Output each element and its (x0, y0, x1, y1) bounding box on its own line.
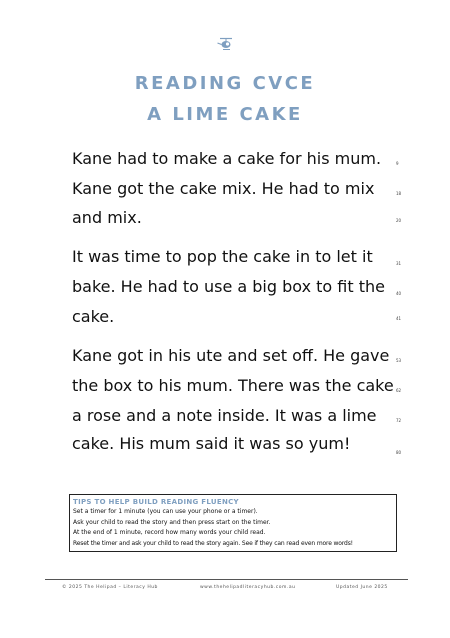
helicopter-icon (217, 37, 235, 51)
word-count: 40 (396, 291, 402, 296)
word-count: 9 (396, 161, 399, 166)
tips-heading: TIPS TO HELP BUILD READING FLUENCY (73, 498, 239, 506)
tips-box (69, 494, 397, 552)
story-title: A LIME CAKE (147, 104, 303, 125)
tip-item: Set a timer for 1 minute (you can use your phone or a timer). (73, 508, 258, 515)
story-line: cake. (72, 307, 115, 326)
story-line: the box to his mum. There was the cake (72, 376, 394, 395)
footer-updated: Updated June 2025 (336, 585, 388, 590)
tip-item: Ask your child to read the story and then press start on the timer. (73, 518, 271, 526)
word-count: 72 (396, 418, 402, 423)
footer-divider (45, 579, 408, 580)
story-line: a rose and a note inside. It was a lime (72, 406, 377, 425)
footer-copyright: © 2025 The Helipad – Literacy Hub (62, 585, 158, 590)
page-title: READING CVCE (134, 73, 316, 94)
word-count: 31 (396, 261, 402, 266)
word-count: 18 (396, 191, 402, 196)
story-line: Kane had to make a cake for his mum. (72, 149, 382, 168)
word-count: 80 (396, 450, 402, 455)
story-line: cake. His mum said it was so yum! (72, 434, 351, 453)
story-line: bake. He had to use a big box to fit the (72, 277, 385, 296)
story-line: Kane got in his ute and set off. He gave (72, 346, 390, 365)
story-line: and mix. (72, 208, 142, 227)
story-line: Kane got the cake mix. He had to mix (72, 179, 375, 198)
word-count: 53 (396, 358, 402, 363)
story-line: It was time to pop the cake in to let it (72, 247, 373, 266)
footer-website-link[interactable]: www.thehelipadliteracyhub.com.au (200, 585, 296, 590)
tip-item: At the end of 1 minute, record how many words your child read. (73, 529, 266, 536)
word-count: 41 (396, 316, 402, 321)
word-count: 62 (396, 388, 402, 393)
tip-item: Reset the timer and ask your child to read the story again. See if they can read even more words! (73, 539, 353, 547)
word-count: 20 (396, 218, 402, 223)
